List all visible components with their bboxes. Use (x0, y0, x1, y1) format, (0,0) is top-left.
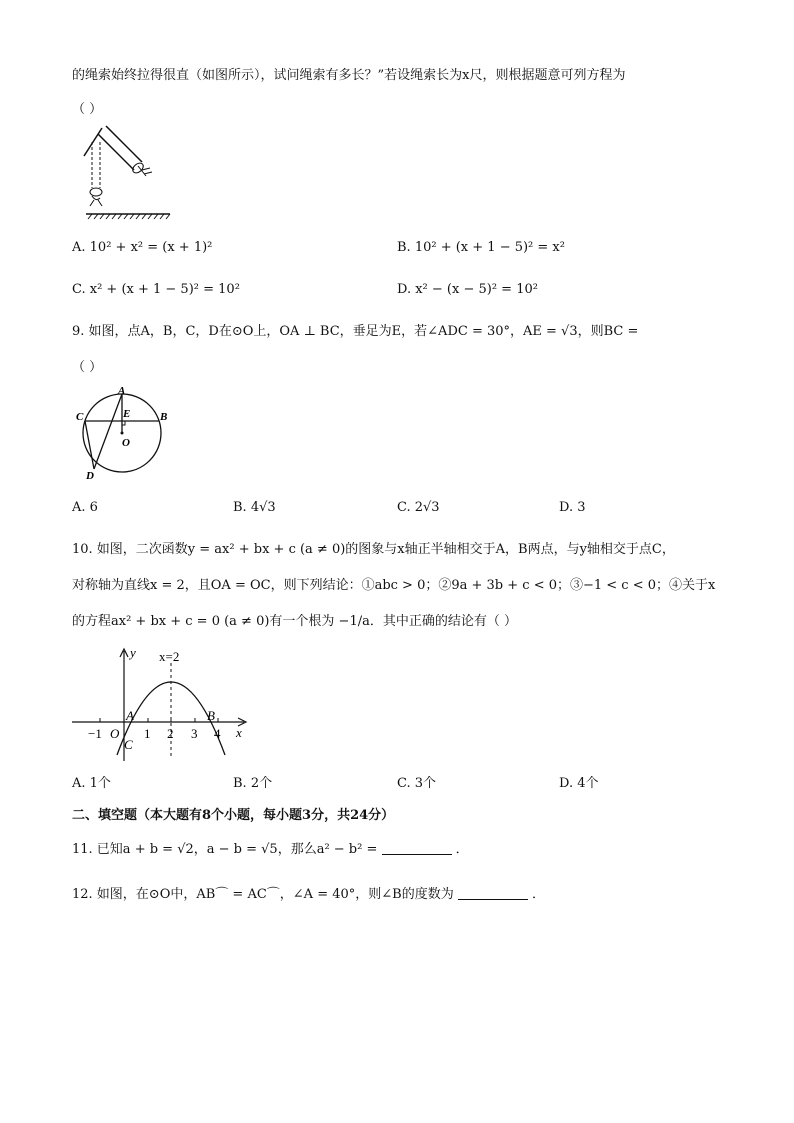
center-dot (121, 432, 124, 435)
q10-stem-line-2: 对称轴为直线x = 2，且OA = OC，则下列结论：①abc > 0；②9a + 3b + c < 0；③−1 < c < 0；④关于x (72, 578, 716, 593)
q11-line (72, 840, 469, 860)
tick-2: 2 (167, 726, 174, 741)
label-c: C (76, 411, 84, 423)
q8-option-b[interactable]: B. 10² + (x + 1 − 5)² = x² (397, 240, 565, 255)
q9-stem-line: 9. 如图，点A，B，C，D在⊙O上，OA ⊥ BC，垂足为E，若∠ADC = 30°，AE = √3，则BC = (72, 324, 639, 339)
label-b: B (160, 411, 168, 423)
q12-line (72, 885, 545, 905)
q12-answer-blank[interactable] (458, 885, 528, 900)
q10-stem-line-3: 的方程ax² + bx + c = 0 (a ≠ 0)有一个根为 −1/a．其中正确的结论有（ ） (72, 614, 517, 629)
label-symmetry-axis: x=2 (159, 649, 180, 664)
q9-option-b[interactable]: B. 4√3 (233, 500, 276, 515)
q9-circle-figure (72, 386, 172, 486)
person-at-rest (90, 196, 102, 206)
tick-3: 3 (191, 726, 198, 741)
q10-option-d[interactable]: D. 4个 (559, 776, 599, 791)
q8-option-c[interactable]: C. x² + (x + 1 − 5)² = 10² (72, 282, 240, 297)
q10-parabola-figure (72, 645, 252, 765)
q8-answer-paren: （ ） (72, 102, 103, 117)
q8-rope-figure (72, 122, 172, 220)
label-a: A (118, 386, 126, 397)
label-x-axis: x (236, 725, 242, 740)
q11-stem: 11. 已知a + b = √2，a − b = √5，那么a² − b² = (72, 842, 378, 857)
q10-option-a[interactable]: A. 1个 (72, 776, 111, 791)
tick-4: 4 (214, 726, 221, 741)
label-point-c: C (124, 737, 133, 752)
label-e: E (123, 408, 131, 420)
q8-option-d[interactable]: D. x² − (x − 5)² = 10² (397, 282, 538, 297)
rope-lower (106, 126, 142, 162)
q11-answer-blank[interactable] (382, 840, 452, 855)
q9-option-d[interactable]: D. 3 (559, 500, 586, 515)
label-origin: O (110, 726, 120, 741)
q12-stem: 12. 如图，在⊙O中，AB⌒ = AC⌒，∠A = 40°，则∠B的度数为 (72, 887, 454, 902)
section-title-fill-in: 二、填空题（本大题有8个小题，每小题3分，共24分） (72, 808, 395, 823)
label-point-b: B (207, 708, 215, 723)
q10-option-c[interactable]: C. 3个 (397, 776, 437, 791)
q12-end: ． (532, 887, 546, 902)
q9-option-c[interactable]: C. 2√3 (397, 500, 440, 515)
tick-neg1: −1 (88, 726, 102, 741)
q10-stem-line-1: 10. 如图，二次函数y = ax² + bx + c (a ≠ 0)的图象与x轴正半轴相交于A，B两点，与y轴相交于点C， (72, 542, 675, 557)
q8-option-a[interactable]: A. 10² + x² = (x + 1)² (72, 240, 213, 255)
label-d: D (86, 470, 94, 482)
tick-1: 1 (144, 726, 151, 741)
seat-hanging (90, 188, 102, 196)
label-y-axis: y (130, 645, 136, 660)
swing-frame (84, 128, 102, 156)
segment-da (94, 394, 122, 469)
q10-option-b[interactable]: B. 2个 (233, 776, 273, 791)
q9-answer-paren: （ ） (72, 360, 103, 375)
q8-stem-line: 的绳索始终拉得很直（如图所示），试问绳索有多长？”若设绳索长为x尺，则根据题意可列方程为 (72, 68, 626, 83)
q9-option-a[interactable]: A. 6 (72, 500, 98, 515)
q11-end: ． (455, 842, 469, 857)
label-o: O (122, 437, 130, 449)
label-point-a: A (126, 708, 134, 723)
segment-cd (85, 421, 94, 469)
rope-upper (98, 134, 134, 170)
